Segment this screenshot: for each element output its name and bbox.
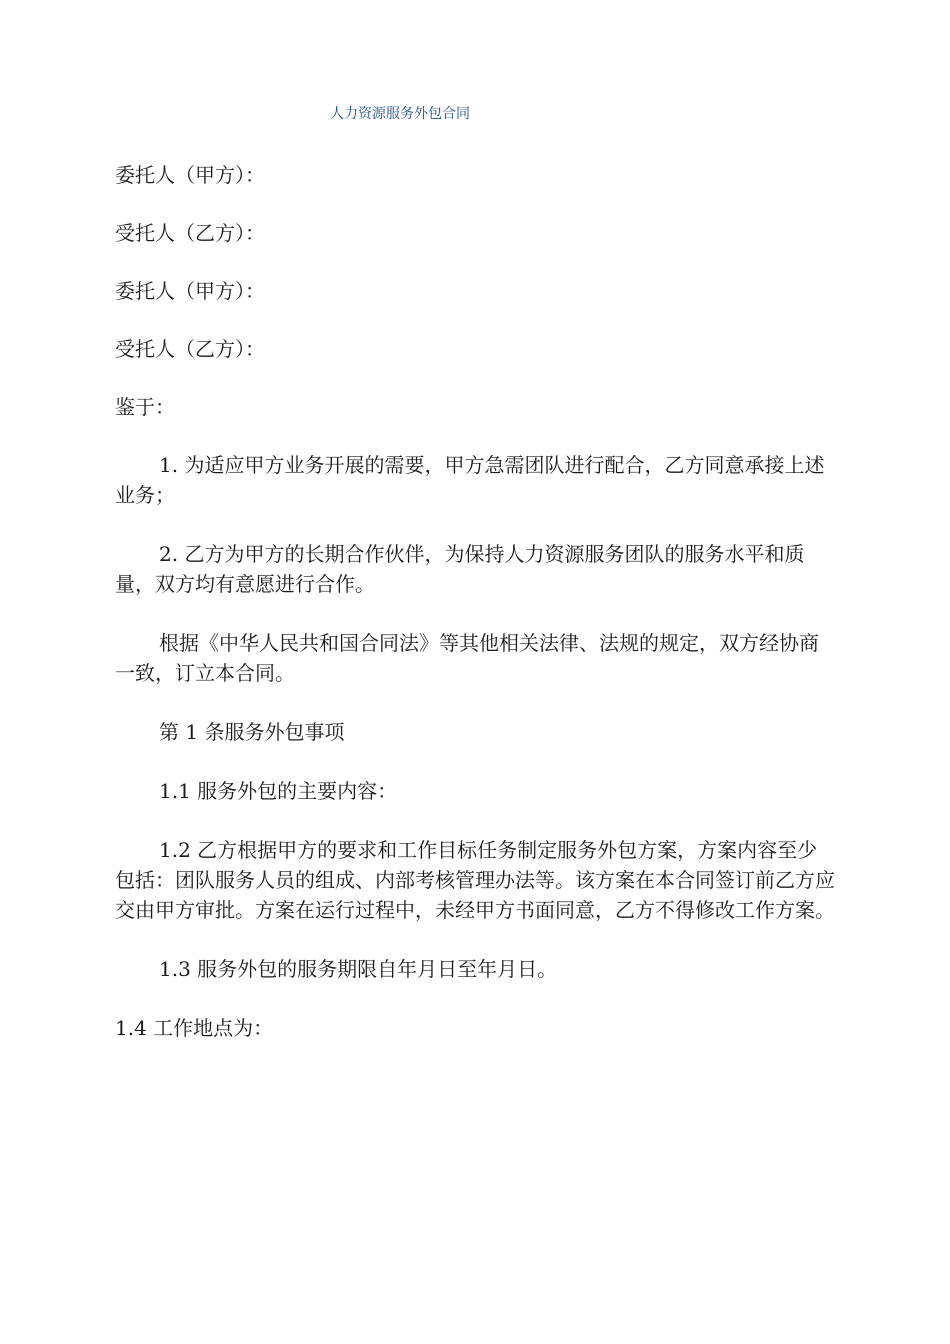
- article-item: 1.1 服务外包的主要内容：: [159, 779, 398, 803]
- whereas-item: 1. 为适应甲方业务开展的需要，甲方急需团队进行配合，乙方同意承接上述业务；: [115, 453, 825, 507]
- document-body: [115, 160, 835, 1043]
- whereas-item: 2. 乙方为甲方的长期合作伙伴，为保持人力资源服务团队的服务水平和质量，双方均有意愿进行合作。: [115, 542, 805, 596]
- article-item: 1.3 服务外包的服务期限自年月日至年月日。: [159, 957, 558, 981]
- document-title: 人力资源服务外包合同: [330, 106, 470, 122]
- whereas-label: 鉴于：: [115, 395, 175, 419]
- article-item: 1.2 乙方根据甲方的要求和工作目标任务制定服务外包方案，方案内容至少包括：团队服务人员的组成、内部考核管理办法等。该方案在本合同签订前乙方应交由甲方审批。方案在运行过程中，未经甲方书面同意，乙方不得修改工作方案。: [115, 838, 835, 922]
- article-heading: 第 1 条服务外包事项: [159, 720, 345, 744]
- basis-paragraph: 根据《中华人民共和国合同法》等其他相关法律、法规的规定，双方经协商一致，订立本合同。: [115, 631, 819, 685]
- party-line: 委托人（甲方）：: [115, 163, 265, 187]
- party-line: 受托人（乙方）：: [115, 337, 265, 361]
- party-line: 受托人（乙方）：: [115, 221, 265, 245]
- article-item: 1.4 工作地点为：: [115, 1016, 274, 1040]
- party-line: 委托人（甲方）：: [115, 279, 265, 303]
